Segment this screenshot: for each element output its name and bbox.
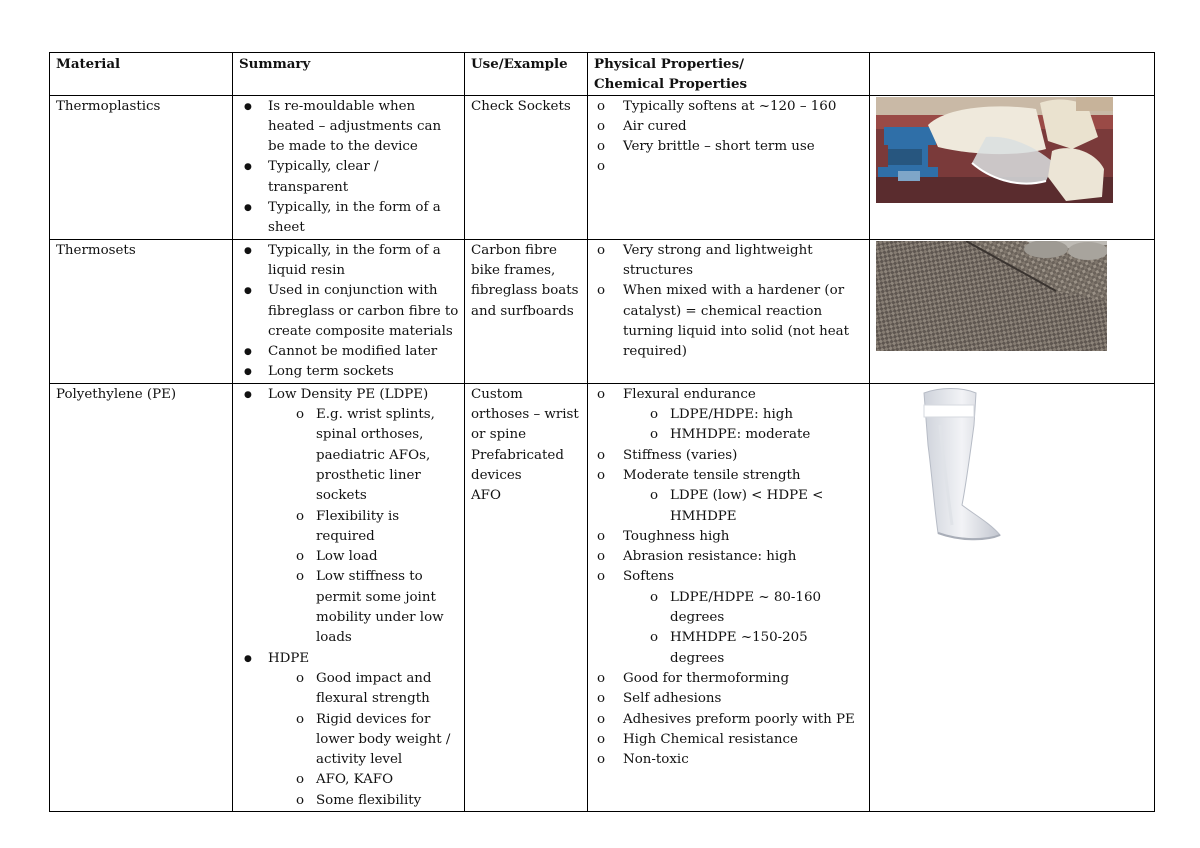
- list-item: o Air cured: [594, 117, 865, 137]
- image-cell: [870, 239, 1155, 383]
- list-item: o Abrasion resistance: high: [594, 547, 865, 567]
- list-item: ● Typically, in the form of a sheet: [239, 198, 460, 239]
- list-item: o HMHDPE: moderate: [645, 425, 865, 445]
- header-properties-line1: Physical Properties/: [594, 56, 745, 72]
- list-item: o When mixed with a hardener (or catalyst) = chemical reaction turning liquid into solid (not heat required): [594, 281, 865, 362]
- header-row: [50, 53, 1155, 96]
- materials-table: [49, 52, 1155, 812]
- property-label: Flexural endurance: [623, 386, 756, 402]
- list-item: [239, 649, 460, 811]
- table-row: [50, 95, 1155, 239]
- table-row: [50, 383, 1155, 811]
- header-properties-line2: Chemical Properties: [594, 76, 748, 93]
- table-row: [50, 239, 1155, 383]
- list-item: [594, 567, 865, 668]
- properties-cell: [588, 239, 870, 383]
- list-item: o Stiffness (varies): [594, 446, 865, 466]
- summary-cell: [233, 95, 465, 239]
- material-cell: Thermoplastics: [50, 95, 233, 239]
- use-line: Prefabricated devices: [471, 447, 564, 483]
- list-item: o Self adhesions: [594, 689, 865, 709]
- material-cell: Thermosets: [50, 239, 233, 383]
- list-item: o HMHDPE ~150-205 degrees: [645, 628, 865, 669]
- header-material: Material: [50, 53, 233, 96]
- ldpe-label: Low Density PE (LDPE): [268, 386, 429, 402]
- thermoplastic-socket-photo: [876, 97, 1113, 203]
- summary-cell: [233, 383, 465, 811]
- list-item: o Good impact and flexural strength: [291, 669, 460, 710]
- header-summary: Summary: [233, 53, 465, 96]
- list-item: o AFO, KAFO: [291, 770, 460, 790]
- summary-cell: [233, 239, 465, 383]
- header-image: [870, 53, 1155, 96]
- carbon-fibre-weave-photo: [876, 241, 1107, 351]
- list-item: [594, 385, 865, 446]
- list-item: ● Used in conjunction with fibreglass or carbon fibre to create composite materials: [239, 281, 460, 342]
- list-item: o E.g. wrist splints, spinal orthoses, paediatric AFOs, prosthetic liner sockets: [291, 405, 460, 506]
- list-item: o LDPE/HDPE: high: [645, 405, 865, 425]
- list-item: [594, 157, 865, 177]
- property-label: Softens: [623, 569, 674, 585]
- image-cell: [870, 383, 1155, 811]
- list-item: o Rigid devices for lower body weight / activity level: [291, 710, 460, 771]
- list-item: o High Chemical resistance: [594, 730, 865, 750]
- list-item: o Adhesives preform poorly with PE: [594, 710, 865, 730]
- list-item: o Very strong and lightweight structures: [594, 241, 865, 282]
- use-cell: Check Sockets: [465, 95, 588, 239]
- header-properties: [588, 53, 870, 96]
- list-item: o Flexibility is required: [291, 507, 460, 548]
- hdpe-label: HDPE: [268, 650, 310, 666]
- list-item: o Some flexibility: [291, 791, 460, 811]
- list-item: ● Is re-mouldable when heated – adjustments can be made to the device: [239, 97, 460, 158]
- properties-cell: [588, 95, 870, 239]
- list-item: o LDPE/HDPE ~ 80-160 degrees: [645, 588, 865, 629]
- list-item: o LDPE (low) < HDPE < HMHDPE: [645, 486, 865, 527]
- list-item: ● Typically, in the form of a liquid resin: [239, 241, 460, 282]
- afo-brace-photo: [910, 385, 1010, 545]
- property-label: Moderate tensile strength: [623, 467, 801, 483]
- list-item: ● Typically, clear / transparent: [239, 157, 460, 198]
- list-item: o Toughness high: [594, 527, 865, 547]
- image-cell: [870, 95, 1155, 239]
- header-use: Use/Example: [465, 53, 588, 96]
- use-cell: [465, 383, 588, 811]
- list-item: o Typically softens at ~120 – 160: [594, 97, 865, 117]
- list-item: ● Long term sockets: [239, 362, 460, 382]
- list-item: [594, 466, 865, 527]
- properties-cell: [588, 383, 870, 811]
- list-item: [239, 385, 460, 649]
- use-line: Custom orthoses – wrist or spine: [471, 386, 579, 443]
- list-item: o Low load: [291, 547, 460, 567]
- list-item: o Good for thermoforming: [594, 669, 865, 689]
- use-line: AFO: [471, 488, 501, 504]
- list-item: ● Cannot be modified later: [239, 342, 460, 362]
- list-item: o Low stiffness to permit some joint mobility under low loads: [291, 567, 460, 648]
- material-cell: Polyethylene (PE): [50, 383, 233, 811]
- list-item: o Very brittle – short term use: [594, 137, 865, 157]
- use-cell: Carbon fibre bike frames, fibreglass boats and surfboards: [465, 239, 588, 383]
- list-item: o Non-toxic: [594, 750, 865, 770]
